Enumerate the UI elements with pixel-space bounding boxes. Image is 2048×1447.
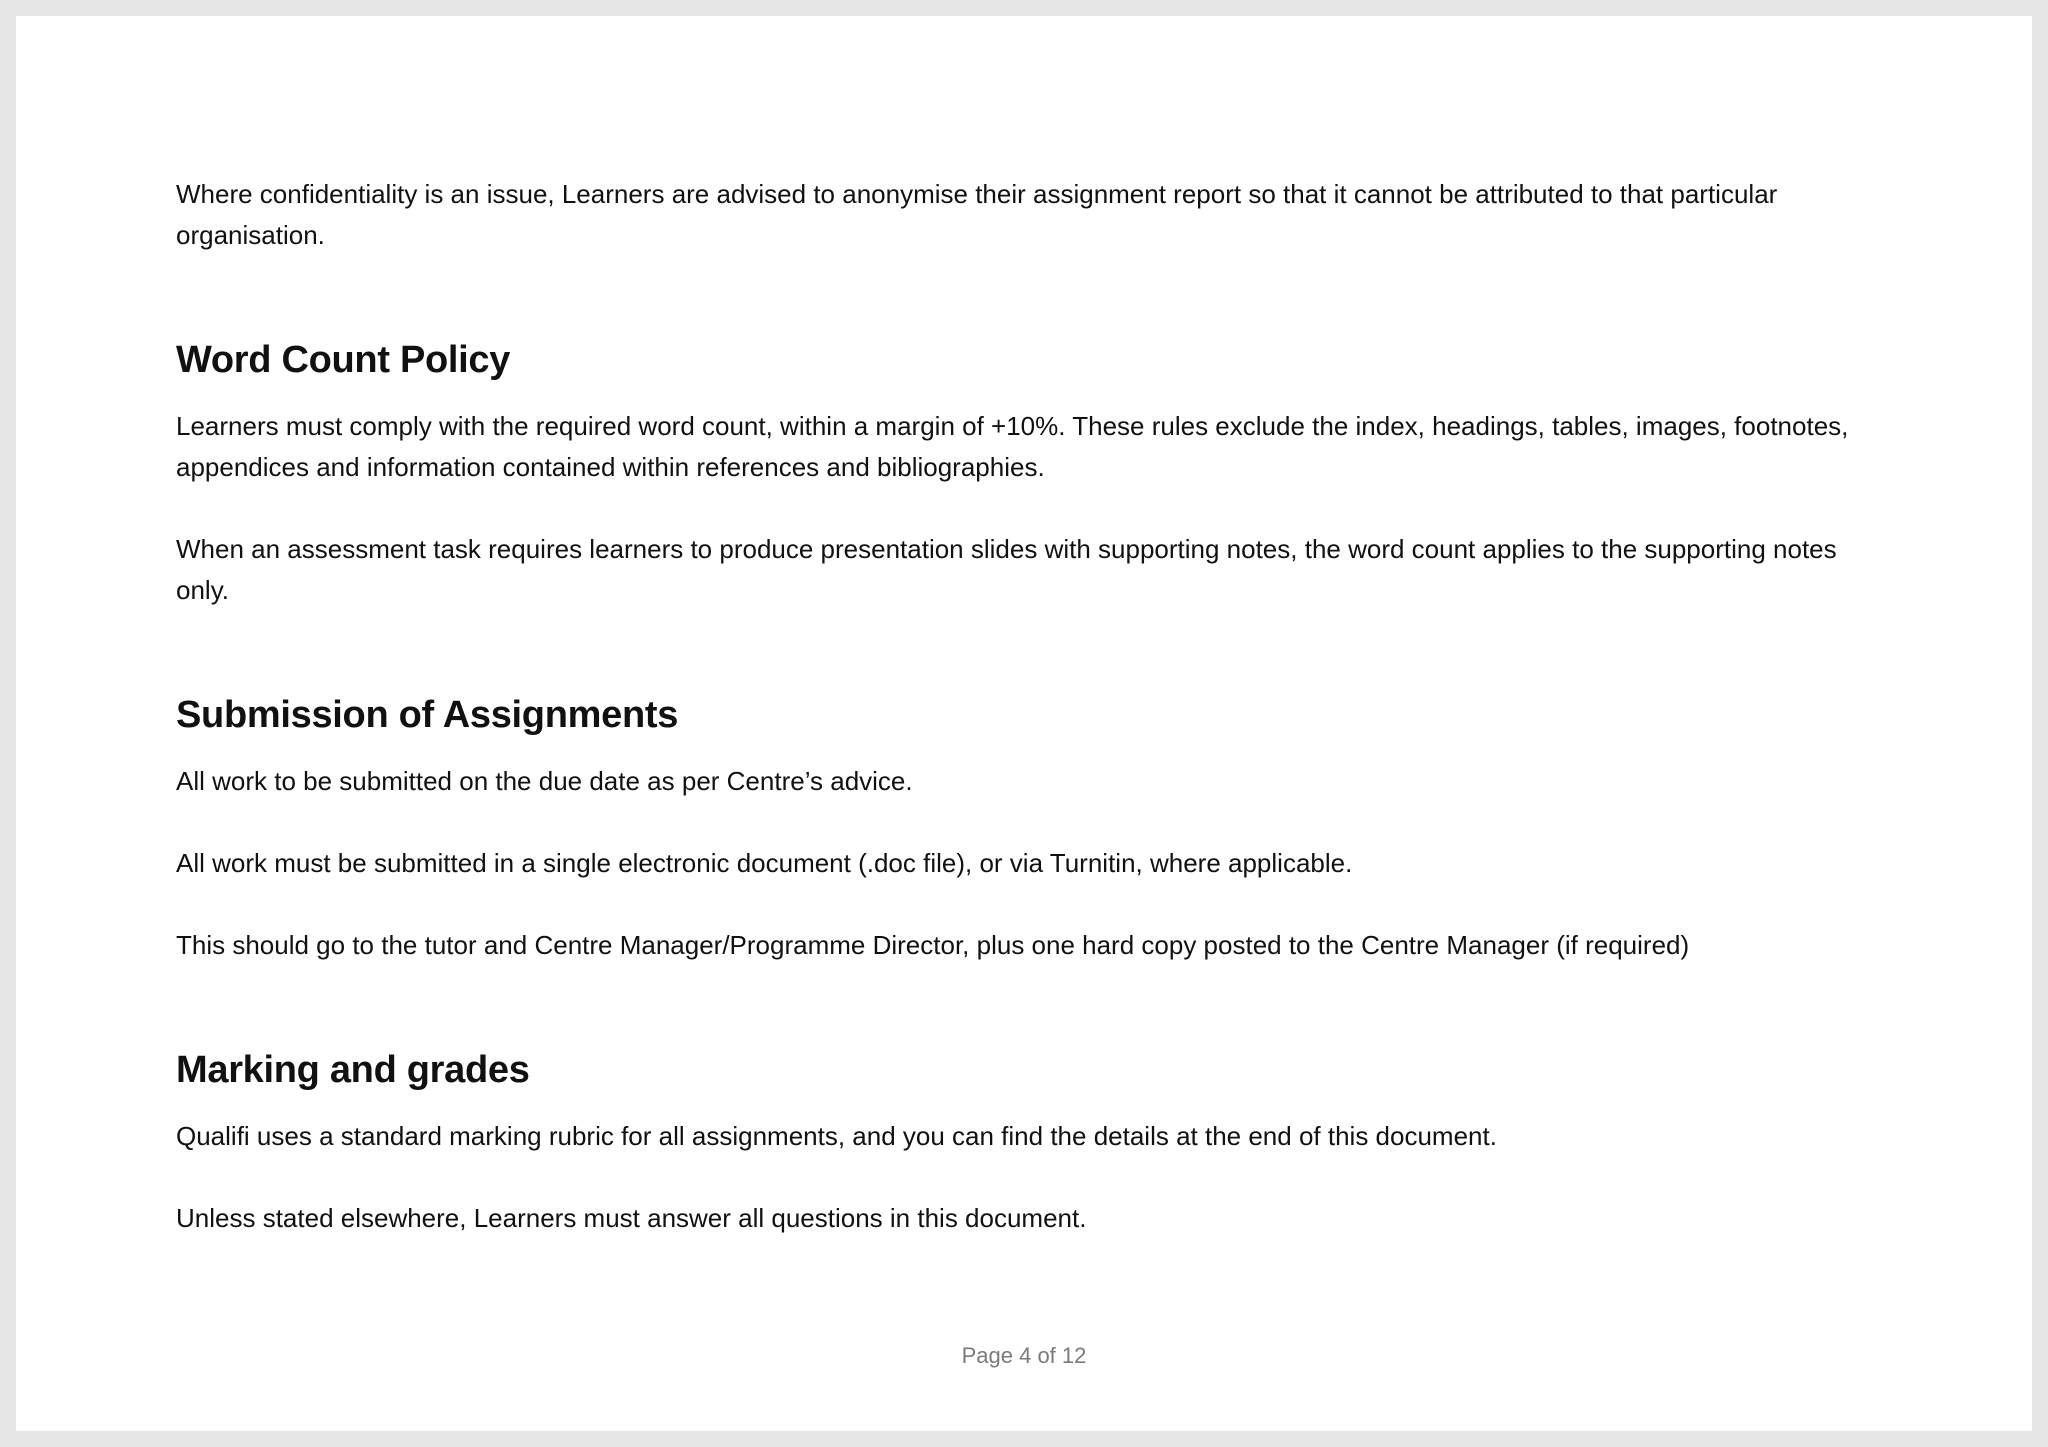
submission-paragraph-1: All work to be submitted on the due date as per Centre’s advice.: [176, 766, 913, 796]
submission-paragraph-2: All work must be submitted in a single electronic document (.doc file), or via Turnitin, where applicable.: [176, 848, 1353, 878]
word-count-paragraph-2: When an assessment task requires learners to produce presentation slides with supporting notes, the word count applies to the supporting notes only.: [176, 534, 1837, 605]
word-count-paragraph-1: Learners must comply with the required word count, within a margin of +10%. These rules exclude the index, headings, tables, images, footnotes, appendices and information contained within references and bibliographies.: [176, 411, 1849, 482]
marking-paragraph-2: Unless stated elsewhere, Learners must answer all questions in this document.: [176, 1203, 1087, 1233]
section-heading-word-count: Word Count Policy: [176, 339, 511, 381]
page-content: [176, 174, 1876, 1239]
submission-paragraph-3: This should go to the tutor and Centre Manager/Programme Director, plus one hard copy posted to the Centre Manager (if required): [176, 930, 1690, 960]
section-heading-submission: Submission of Assignments: [176, 694, 679, 736]
intro-paragraph: Where confidentiality is an issue, Learners are advised to anonymise their assignment report so that it cannot be attributed to that particular organisation.: [176, 179, 1778, 250]
document-page: [16, 16, 2032, 1431]
page-number-footer: Page 4 of 12: [961, 1343, 1087, 1368]
marking-paragraph-1: Qualifi uses a standard marking rubric for all assignments, and you can find the details at the end of this document.: [176, 1121, 1497, 1151]
section-heading-marking: Marking and grades: [176, 1049, 530, 1091]
